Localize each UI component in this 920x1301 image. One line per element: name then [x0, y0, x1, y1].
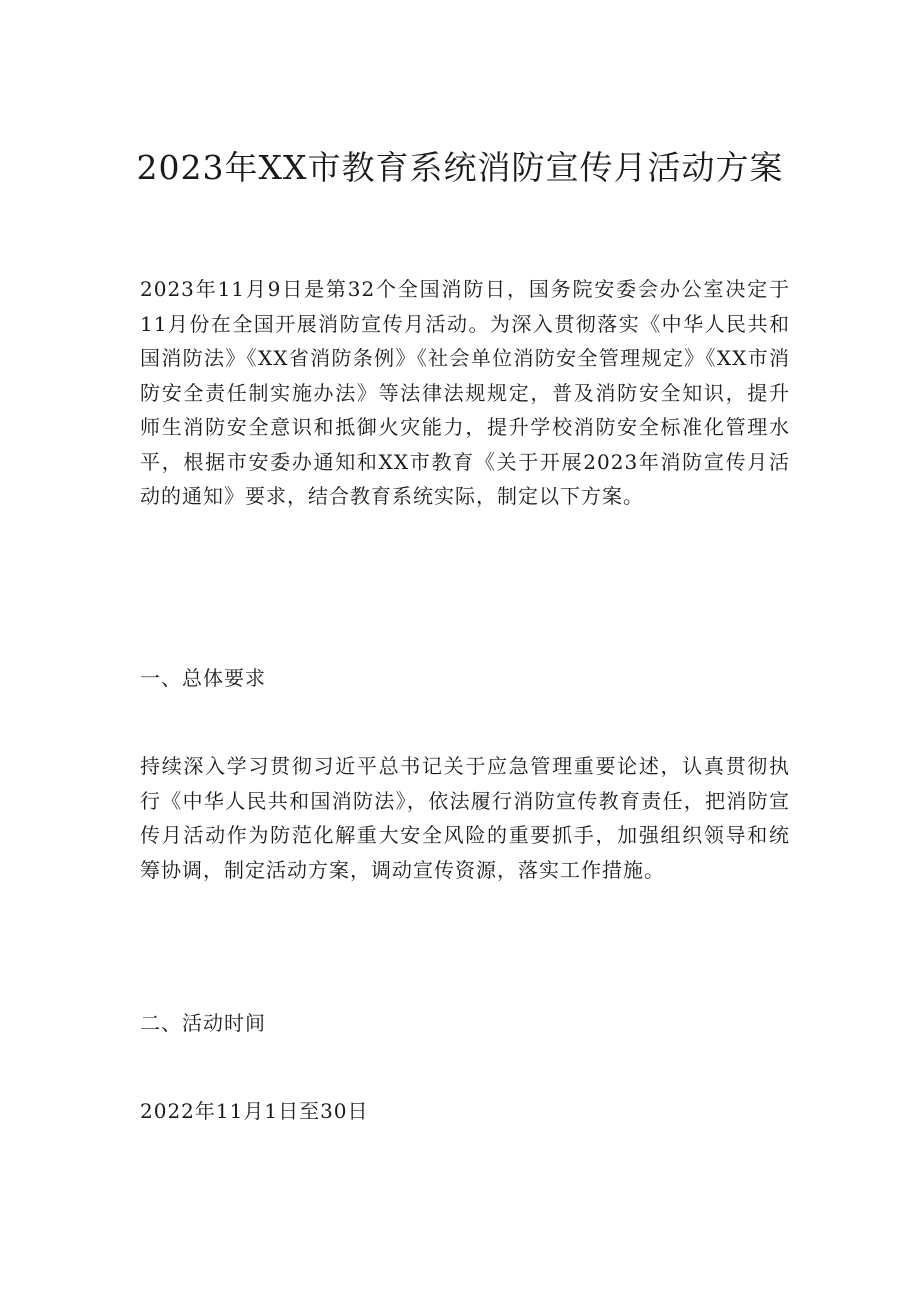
section-body-overall-requirements: 持续深入学习贯彻习近平总书记关于应急管理重要论述，认真贯彻执行《中华人民共和国消防法》，依法履行消防宣传教育责任，把消防宣传月活动作为防范化解重大安全风险的重要抓手，加强组织领导和统筹协调，制定活动方案，调动宣传资源，落实工作措施。	[140, 754, 790, 882]
activity-date-range: 2022年11月1日至30日	[140, 1099, 369, 1123]
intro-paragraph: 2023年11月9日是第32个全国消防日，国务院安委会办公室决定于11月份在全国开展消防宣传月活动。为深入贯彻落实《中华人民共和国消防法》《XX省消防条例》《社会单位消防安全管理规定》《XX市消防安全责任制实施办法》等法律法规规定，普及消防安全知识，提升师生消防安全意识和抵御火灾能力，提升学校消防安全标准化管理水平，根据市安委办通知和XX市教育《关于开展2023年消防宣传月活动的通知》要求，结合教育系统实际，制定以下方案。	[140, 277, 790, 508]
section-heading-activity-time: 二、活动时间	[140, 1011, 266, 1035]
section-heading-overall-requirements: 一、总体要求	[140, 666, 266, 690]
document-title: 2023年XX市教育系统消防宣传月活动方案	[136, 148, 784, 187]
